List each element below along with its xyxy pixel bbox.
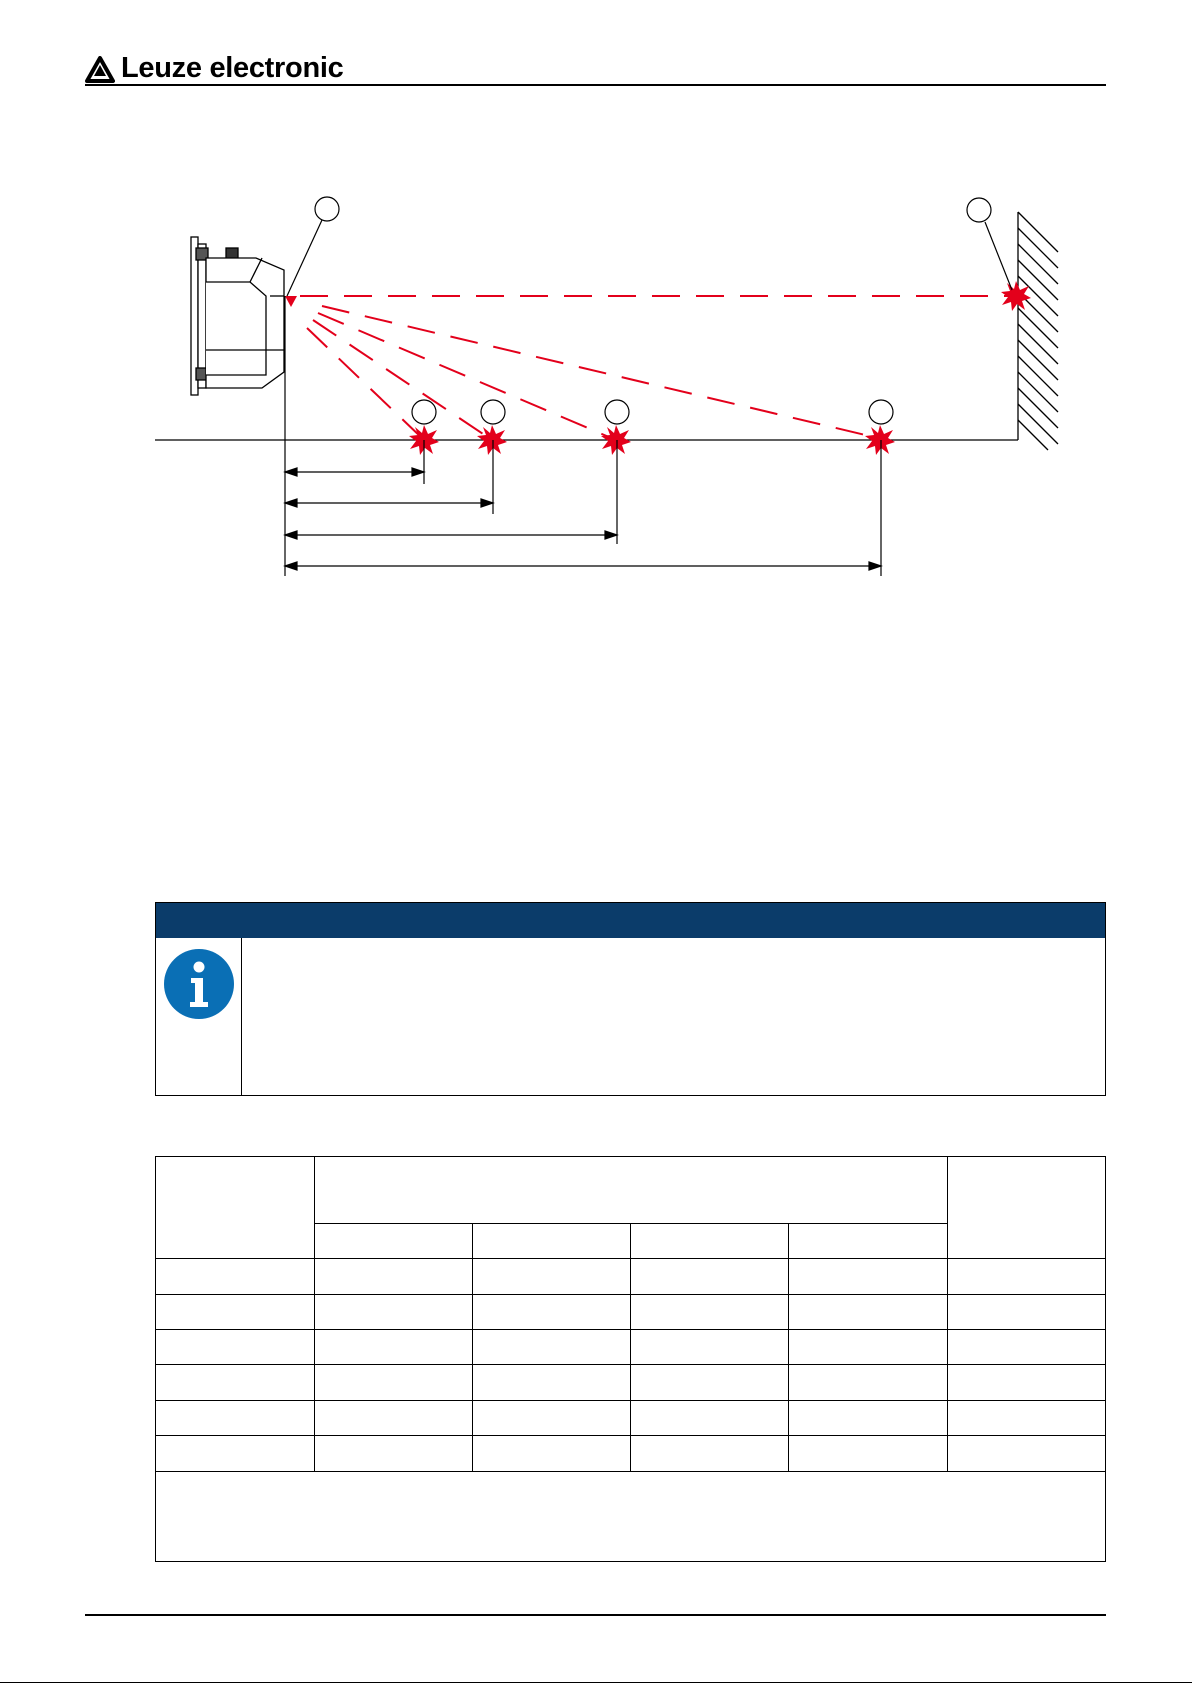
table-col-rule (788, 1223, 789, 1471)
page-bottom-rule (0, 1682, 1192, 1683)
notice-header-bar (156, 903, 1105, 938)
emitter-point (285, 296, 297, 307)
scan-distance-diagram (0, 150, 1192, 590)
impact-points (409, 281, 1031, 455)
header-rule (85, 84, 1106, 86)
callout-3 (412, 400, 436, 424)
info-icon (163, 948, 235, 1020)
callout-4 (481, 400, 505, 424)
footer-rule (85, 1614, 1106, 1616)
callout-1 (315, 197, 339, 221)
notice-box (155, 902, 1106, 1096)
table-col-rule (630, 1223, 631, 1471)
sensor-device (191, 237, 284, 395)
table-col-rule (947, 1157, 948, 1471)
table-col-rule (472, 1223, 473, 1471)
leuze-logo-icon (85, 56, 115, 84)
callout-2 (967, 198, 991, 222)
table-col-rule (314, 1157, 315, 1471)
callout-6 (869, 400, 893, 424)
notice-icon-cell (156, 938, 242, 1095)
callouts (287, 197, 1012, 424)
table-footer-rule (156, 1471, 1105, 1472)
brand-name: Leuze electronic (121, 52, 344, 84)
laser-beams (300, 296, 1012, 440)
range-table (155, 1156, 1106, 1562)
callout-5 (605, 400, 629, 424)
